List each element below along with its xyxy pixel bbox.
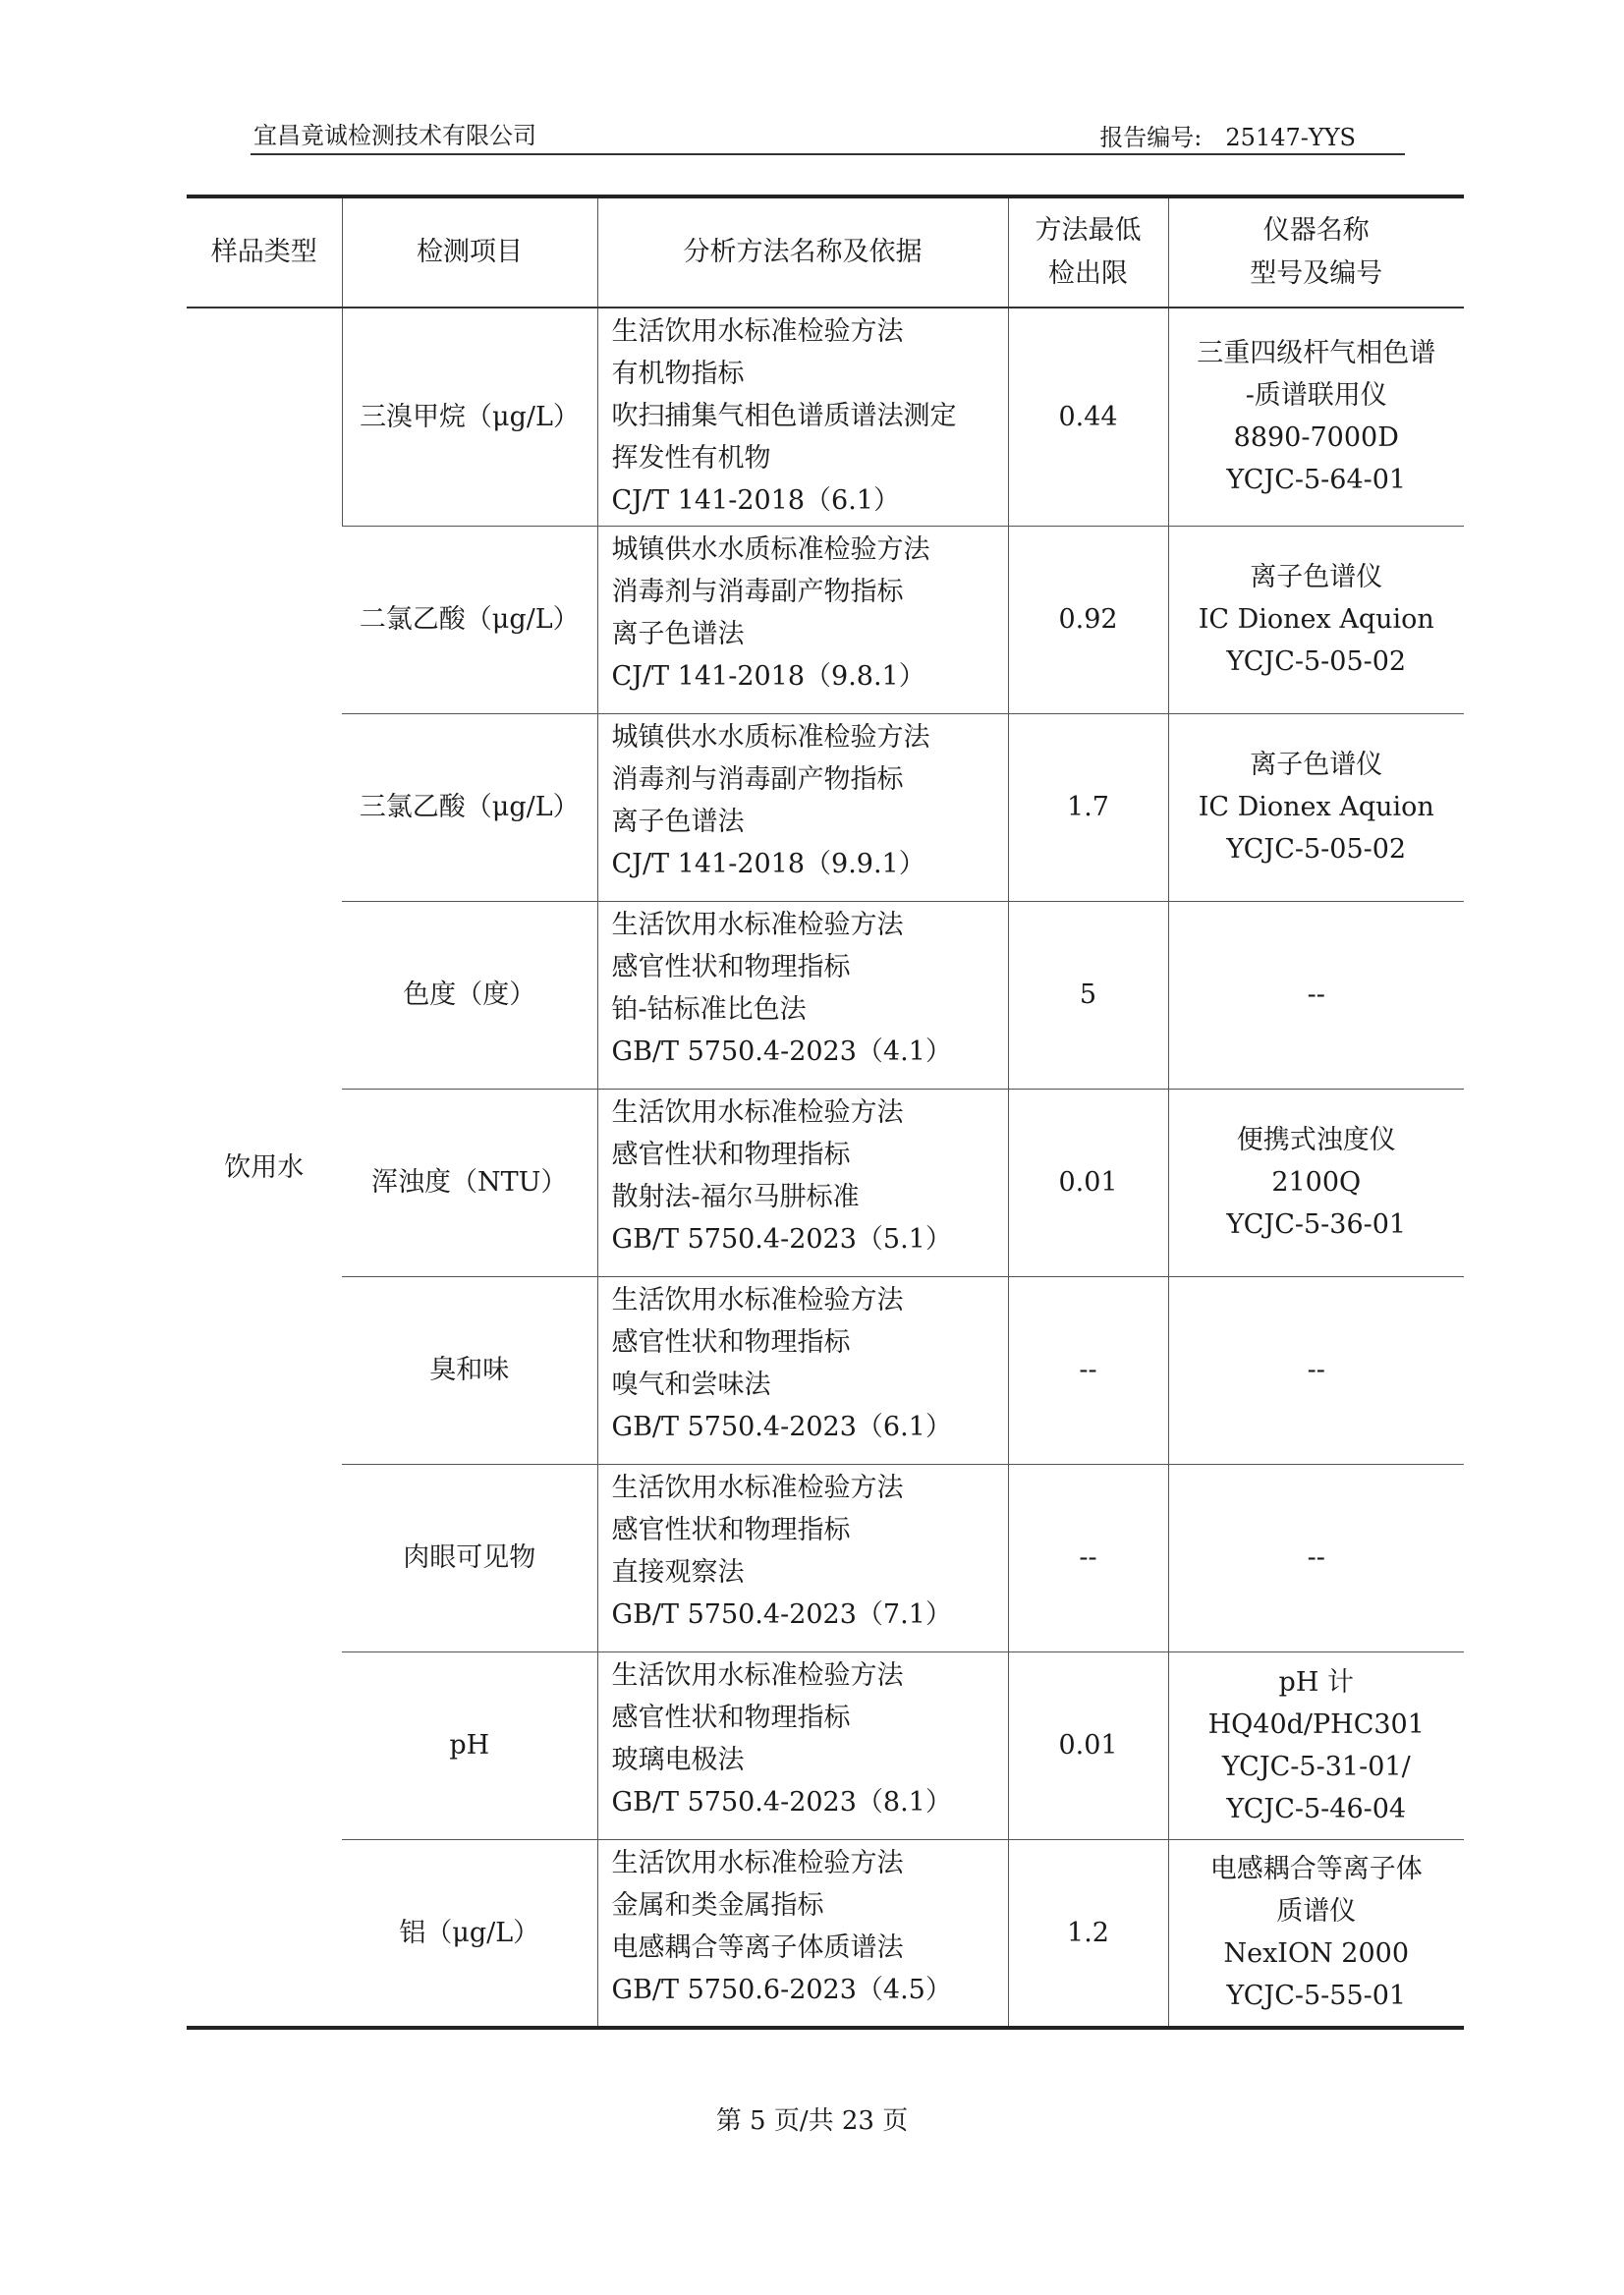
- method-line: 生活饮用水标准检验方法: [611, 1472, 904, 1503]
- method-line: 玻璃电极法: [611, 1744, 745, 1775]
- test-items-table: [187, 195, 1464, 2030]
- instrument-line: YCJC-5-05-02: [1226, 834, 1407, 865]
- instrument-line: IC Dionex Aquion: [1198, 604, 1434, 635]
- method-line: 城镇供水水质标准检验方法: [611, 721, 930, 753]
- detection-limit-cell: 0.92: [1008, 526, 1168, 713]
- instrument-line: 离子色谱仪: [1250, 750, 1383, 780]
- instrument-line: NexION 2000: [1223, 1938, 1410, 1970]
- instrument-line: YCJC-5-05-02: [1226, 646, 1407, 677]
- method-line: 感官性状和物理指标: [611, 1514, 851, 1545]
- column-header-line: 检出限: [1048, 258, 1128, 289]
- detection-limit-cell: --: [1008, 1276, 1168, 1464]
- report-number: [1099, 118, 1356, 152]
- method-cell: [597, 1839, 1008, 2028]
- method-line: 金属和类金属指标: [611, 1889, 824, 1921]
- method-line: GB/T 5750.4-2023（8.1）: [611, 1786, 952, 1818]
- method-line: GB/T 5750.4-2023（6.1）: [611, 1411, 952, 1442]
- detection-limit-cell: 5: [1008, 901, 1168, 1089]
- method-line: 生活饮用水标准检验方法: [611, 1096, 904, 1128]
- test-item-cell: 三氯乙酸（μg/L）: [342, 713, 597, 901]
- method-line: 生活饮用水标准检验方法: [611, 909, 904, 940]
- method-line: 嗅气和尝味法: [611, 1369, 771, 1400]
- instrument-cell: [1168, 1089, 1464, 1276]
- column-header-line: 分析方法名称及依据: [683, 237, 923, 267]
- instrument-cell: [1168, 308, 1464, 526]
- test-item-cell: 铝（μg/L）: [342, 1839, 597, 2028]
- instrument-cell: [1168, 713, 1464, 901]
- method-line: GB/T 5750.4-2023（7.1）: [611, 1598, 952, 1630]
- instrument-line: IC Dionex Aquion: [1198, 792, 1434, 822]
- company-name: 宜昌竟诚检测技术有限公司: [253, 122, 536, 149]
- report-number-value: 25147-YYS: [1225, 124, 1356, 151]
- instrument-line: -质谱联用仪: [1245, 380, 1387, 412]
- detection-limit-cell: 1.2: [1008, 1839, 1168, 2028]
- instrument-line: YCJC-5-31-01/: [1221, 1751, 1411, 1782]
- sample-type-cell: 饮用水: [187, 308, 342, 2028]
- column-header-method: [597, 196, 1008, 308]
- test-item-cell: 臭和味: [342, 1276, 597, 1464]
- method-line: GB/T 5750.4-2023（4.1）: [611, 1036, 952, 1067]
- method-line: 离子色谱法: [611, 618, 745, 649]
- page-footer: 第 5 页/共 23 页: [715, 2106, 909, 2136]
- method-line: 感官性状和物理指标: [611, 1326, 851, 1358]
- test-item-cell: 三溴甲烷（μg/L）: [342, 308, 597, 526]
- method-cell: [597, 1464, 1008, 1651]
- instrument-cell: [1168, 526, 1464, 713]
- instrument-line: YCJC-5-55-01: [1226, 1981, 1407, 2012]
- instrument-line: 8890-7000D: [1233, 422, 1399, 454]
- method-line: 城镇供水水质标准检验方法: [611, 533, 930, 565]
- detection-limit-cell: 1.7: [1008, 713, 1168, 901]
- report-number-label: 报告编号:: [1099, 124, 1203, 151]
- method-line: GB/T 5750.6-2023（4.5）: [611, 1974, 952, 2005]
- column-header-line: 型号及编号: [1250, 258, 1383, 289]
- method-line: 生活饮用水标准检验方法: [611, 1847, 904, 1878]
- table-row: [187, 1839, 1464, 2028]
- instrument-cell: [1168, 1276, 1464, 1464]
- instrument-line: 三重四级杆气相色谱: [1197, 338, 1436, 369]
- method-line: GB/T 5750.4-2023（5.1）: [611, 1223, 952, 1255]
- column-header-sample-type: [187, 196, 342, 308]
- method-line: 生活饮用水标准检验方法: [611, 316, 904, 347]
- method-cell: [597, 901, 1008, 1089]
- instrument-line: pH 计: [1278, 1666, 1354, 1698]
- table-row: [187, 1464, 1464, 1651]
- instrument-line: 质谱仪: [1276, 1896, 1357, 1928]
- method-line: 生活饮用水标准检验方法: [611, 1659, 904, 1691]
- table-row: [187, 713, 1464, 901]
- test-item-cell: 浑浊度（NTU）: [342, 1089, 597, 1276]
- method-cell: [597, 1089, 1008, 1276]
- method-line: CJ/T 141-2018（6.1）: [611, 485, 900, 516]
- column-header-line: 仪器名称: [1262, 215, 1370, 246]
- method-line: CJ/T 141-2018（9.8.1）: [611, 660, 925, 692]
- test-item-cell: 二氯乙酸（μg/L）: [342, 526, 597, 713]
- instrument-line: 2100Q: [1271, 1167, 1362, 1198]
- method-line: 电感耦合等离子体质谱法: [611, 1931, 904, 1963]
- method-cell: [597, 1651, 1008, 1839]
- method-line: 直接观察法: [611, 1556, 745, 1588]
- method-line: 感官性状和物理指标: [611, 1702, 851, 1733]
- column-header-line: 样品类型: [210, 237, 317, 267]
- test-item-cell: pH: [342, 1651, 597, 1839]
- method-cell: [597, 1276, 1008, 1464]
- table-row: [187, 1276, 1464, 1464]
- method-line: 消毒剂与消毒副产物指标: [611, 576, 904, 607]
- column-header-instrument: [1168, 196, 1464, 308]
- method-line: 有机物指标: [611, 359, 745, 389]
- instrument-line: --: [1307, 980, 1325, 1010]
- table-header-row: [187, 196, 1464, 308]
- instrument-cell: [1168, 1651, 1464, 1839]
- test-item-cell: 色度（度）: [342, 901, 597, 1089]
- column-header-line: 检测项目: [417, 237, 523, 267]
- instrument-cell: [1168, 1464, 1464, 1651]
- method-line: 生活饮用水标准检验方法: [611, 1284, 904, 1315]
- instrument-line: --: [1307, 1542, 1325, 1573]
- method-line: 挥发性有机物: [611, 443, 771, 474]
- table-row: [187, 901, 1464, 1089]
- method-line: 铂-钴标准比色法: [611, 993, 807, 1025]
- method-line: 离子色谱法: [611, 806, 745, 837]
- instrument-line: YCJC-5-46-04: [1226, 1793, 1407, 1824]
- instrument-line: HQ40d/PHC301: [1207, 1708, 1425, 1740]
- method-cell: [597, 713, 1008, 901]
- table-row: [187, 526, 1464, 713]
- table-row: [187, 1089, 1464, 1276]
- column-header-line: 方法最低: [1035, 215, 1142, 246]
- test-item-cell: 肉眼可见物: [342, 1464, 597, 1651]
- detection-limit-cell: --: [1008, 1464, 1168, 1651]
- method-line: 感官性状和物理指标: [611, 1139, 851, 1170]
- detection-limit-cell: 0.44: [1008, 308, 1168, 526]
- instrument-cell: [1168, 1839, 1464, 2028]
- instrument-line: 电感耦合等离子体: [1209, 1854, 1423, 1885]
- instrument-line: YCJC-5-36-01: [1226, 1209, 1407, 1240]
- method-line: 吹扫捕集气相色谱质谱法测定: [611, 401, 957, 431]
- instrument-line: --: [1307, 1355, 1325, 1385]
- method-line: 消毒剂与消毒副产物指标: [611, 763, 904, 795]
- instrument-line: 离子色谱仪: [1250, 562, 1383, 592]
- column-header-test-item: [342, 196, 597, 308]
- method-line: 散射法-福尔马肼标准: [611, 1181, 860, 1212]
- method-cell: [597, 526, 1008, 713]
- table-row: [187, 308, 1464, 526]
- method-cell: [597, 308, 1008, 526]
- instrument-line: YCJC-5-64-01: [1226, 465, 1407, 496]
- table-row: [187, 1651, 1464, 1839]
- column-header-detection-limit: [1008, 196, 1168, 308]
- method-line: CJ/T 141-2018（9.9.1）: [611, 848, 925, 879]
- method-line: 感官性状和物理指标: [611, 951, 851, 982]
- instrument-cell: [1168, 901, 1464, 1089]
- detection-limit-cell: 0.01: [1008, 1089, 1168, 1276]
- instrument-line: 便携式浊度仪: [1236, 1125, 1396, 1155]
- page-header: [251, 110, 1405, 155]
- detection-limit-cell: 0.01: [1008, 1651, 1168, 1839]
